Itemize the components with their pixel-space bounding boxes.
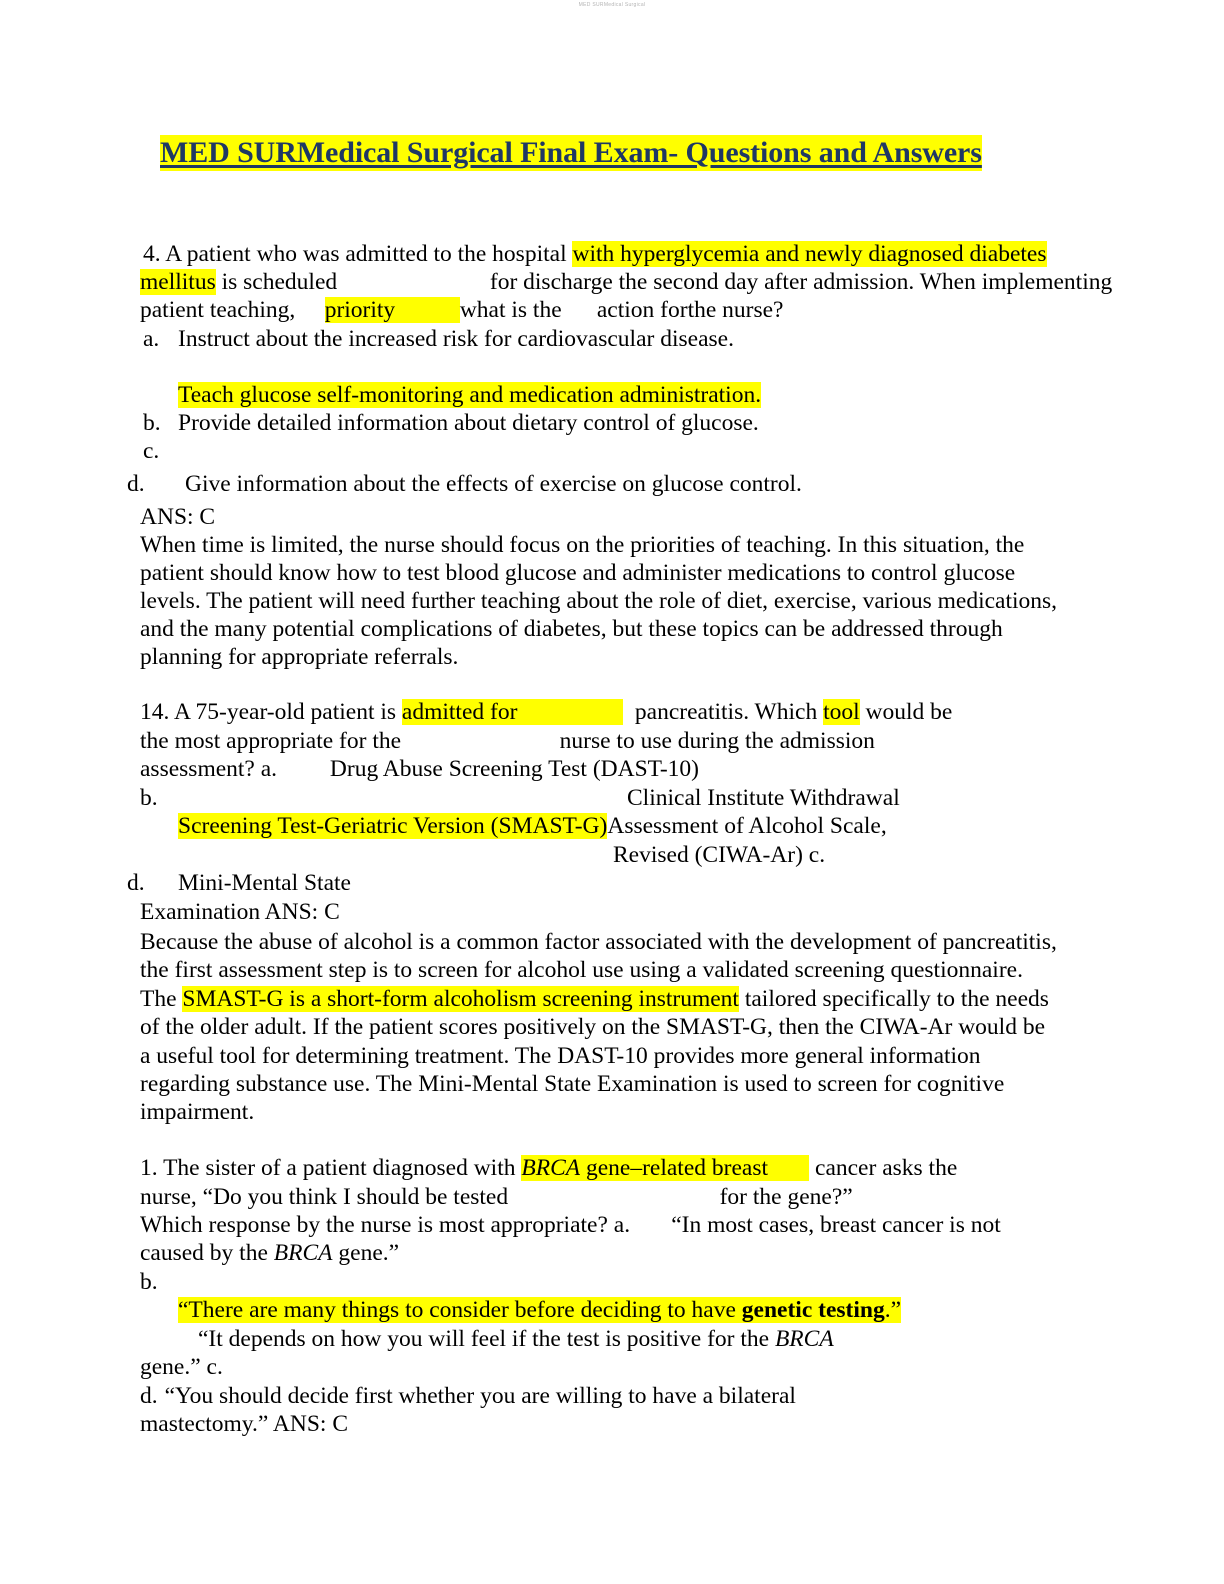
q1-stem-line-3 (140, 1211, 1001, 1239)
q4-stem-seg-5: patient teaching, (140, 297, 325, 323)
page-title (160, 136, 1040, 170)
rationale-text: of the older adult. If the patient scores positively on the SMAST-G, then the CIWA-Ar would be (140, 1014, 1046, 1040)
scan-header-artifact: MED SURMedical Surgical (578, 2, 646, 8)
q14-stem-seg-2-highlight: admitted for (401, 699, 624, 725)
option-text: Revised (CIWA-Ar) c. (613, 842, 826, 868)
q14-answer-key (140, 898, 340, 926)
rationale-text: planning for appropriate referrals. (140, 644, 459, 670)
q4-stem-line-3 (140, 296, 784, 324)
q1-option-d-line (140, 1382, 796, 1410)
q4-stem-line-1 (143, 240, 1047, 268)
q14-stem-line-1 (140, 698, 952, 726)
q14-rationale-line-6 (140, 1070, 1004, 1098)
q1-stem-line-1 (140, 1154, 957, 1182)
q1-stem-seg-4: cancer asks the (809, 1155, 958, 1181)
q14-stem-seg-1: 14. A 75-year-old patient is (140, 699, 402, 725)
answer-text: Examination ANS: C (140, 899, 340, 925)
option-letter: c. (143, 438, 160, 464)
q14-stem-line-2 (140, 727, 875, 755)
q4-stem-seg-6-highlight: priority (324, 297, 460, 323)
q4-option-b-text (178, 409, 759, 437)
option-text-highlight: “There are many things to consider before deciding to have (178, 1297, 742, 1323)
q14-rationale-line-3 (140, 985, 1049, 1013)
q1-stem-seg-3-highlight: gene–related breast (580, 1155, 810, 1181)
option-text-highlight: Screening Test-Geriatric Version (SMAST-G) (178, 813, 608, 839)
q1-stem-seg-7: gene.” (332, 1240, 400, 1266)
q14-option-d-letter (127, 869, 145, 897)
q1-stem-seg-1: 1. The sister of a patient diagnosed with (140, 1155, 522, 1181)
option-text: Provide detailed information about dietary control of glucose. (178, 410, 759, 436)
q4-rationale-line-5 (140, 643, 458, 671)
q14-rationale-line-2 (140, 956, 1023, 984)
q14-rationale-line-5 (140, 1042, 981, 1070)
q4-rationale-line-4 (140, 615, 1003, 643)
option-letter: b. (143, 410, 161, 436)
q1-stem-line-4 (140, 1239, 399, 1267)
rationale-text: Because the abuse of alcohol is a common factor associated with the development of pancreatitis, (140, 929, 1057, 955)
q14-stem-text: assessment? a. Drug Abuse Screening Test (DAST-10) (140, 756, 700, 782)
rationale-text: patient should know how to test blood glucose and administer medications to control glucose (140, 560, 1016, 586)
q1-option-c-continuation (140, 1353, 223, 1381)
option-letter: d. (127, 471, 145, 497)
q1-option-b-letter (140, 1268, 158, 1296)
rationale-highlight: SMAST-G is a short-form alcoholism screening instrument (182, 986, 739, 1012)
rationale-text: When time is limited, the nurse should focus on the priorities of teaching. In this situation, the (140, 532, 1025, 558)
answer-text: ANS: C (140, 504, 216, 530)
q4-option-d-letter (127, 470, 145, 498)
page-title-text: MED SURMedical Surgical Final Exam- Questions and Answers (160, 136, 982, 169)
option-letter: d. (127, 870, 145, 896)
q4-stem-line-2 (140, 268, 1112, 296)
option-text: Mini-Mental State (178, 870, 351, 896)
option-text-trailing: Assessment of Alcohol Scale, (607, 813, 887, 839)
option-text: Give information about the effects of exercise on glucose control. (185, 471, 802, 497)
q1-stem-text: nurse, “Do you think I should be tested for the gene?” (140, 1184, 853, 1210)
q4-rationale-line-1 (140, 531, 1024, 559)
q4-option-b-letter (143, 409, 161, 437)
option-text: “It depends on how you will feel if the test is positive for the (198, 1326, 775, 1352)
q1-stem-seg-6-italic: BRCA (273, 1240, 333, 1266)
q14-option-smastg-line (178, 812, 887, 840)
q1-stem-seg-5: caused by the (140, 1240, 274, 1266)
option-text-highlight: Teach glucose self-monitoring and medication administration. (178, 382, 762, 408)
rationale-text: the first assessment step is to screen for alcohol use using a validated screening questionnaire. (140, 957, 1023, 983)
q4-stem-seg-7: what is the action forthe nurse? (459, 297, 784, 323)
q14-option-ciwa-line (613, 841, 825, 869)
q4-option-c-letter (143, 437, 159, 465)
q4-stem-seg-4: is scheduled for discharge the second day after admission. When implementing (215, 269, 1113, 295)
q14-rationale-line-7 (140, 1098, 254, 1126)
q4-stem-seg-3-highlight: mellitus (140, 269, 216, 295)
q14-option-b-letter (140, 784, 158, 812)
rationale-text: impairment. (140, 1099, 255, 1125)
option-text-bold-highlight: genetic testing (741, 1297, 885, 1323)
option-letter: b. (140, 785, 158, 811)
rationale-prefix: The (140, 986, 183, 1012)
option-letter: b. (140, 1269, 158, 1295)
q14-stem-text: the most appropriate for the nurse to use during the admission (140, 728, 875, 754)
q4-stem-seg-1: 4. A patient who was admitted to the hospital (143, 241, 573, 267)
option-text: gene.” c. (140, 1354, 223, 1380)
q14-stem-line-3 (140, 755, 699, 783)
q4-option-d-text (185, 470, 802, 498)
q1-option-genetic-testing (178, 1296, 901, 1324)
q14-rationale-line-1 (140, 928, 1057, 956)
q4-rationale-line-3 (140, 587, 1057, 615)
q14-rationale-line-4 (140, 1013, 1045, 1041)
option-text: Instruct about the increased risk for cardiovascular disease. (178, 326, 734, 352)
option-text: “You should decide first whether you are willing to have a bilateral (164, 1383, 796, 1409)
q4-option-c-answer-text (178, 381, 761, 409)
rationale-text: levels. The patient will need further teaching about the role of diet, exercise, various medications, (140, 588, 1058, 614)
option-letter: d. (140, 1383, 158, 1409)
q1-answer-key-line (140, 1410, 348, 1438)
answer-text: mastectomy.” ANS: C (140, 1411, 349, 1437)
q1-stem-line-2 (140, 1183, 853, 1211)
q1-stem-text: Which response by the nurse is most appropriate? a. “In most cases, breast cancer is not (140, 1212, 1001, 1238)
q14-option-b-text (627, 784, 900, 812)
q14-option-d-text (178, 869, 351, 897)
q1-option-c-text (198, 1325, 834, 1353)
q4-stem-seg-2-highlight: with hyperglycemia and newly diagnosed diabetes (572, 241, 1047, 267)
option-letter: a. (143, 326, 160, 352)
q4-option-a-text (178, 325, 734, 353)
rationale-text: a useful tool for determining treatment. The DAST-10 provides more general information (140, 1043, 981, 1069)
option-text: Clinical Institute Withdrawal (627, 785, 900, 811)
option-text-italic: BRCA (774, 1326, 834, 1352)
q4-option-a-letter (143, 325, 159, 353)
rationale-suffix: tailored specifically to the needs (738, 986, 1049, 1012)
q14-stem-seg-4-highlight: tool (823, 699, 860, 725)
q14-stem-seg-5: would be (859, 699, 953, 725)
option-text-tail-highlight: .” (884, 1297, 902, 1323)
q14-stem-seg-3: pancreatitis. Which (623, 699, 824, 725)
q4-answer-key (140, 503, 215, 531)
rationale-text: regarding substance use. The Mini-Mental State Examination is used to screen for cognitive (140, 1071, 1005, 1097)
rationale-text: and the many potential complications of diabetes, but these topics can be addressed through (140, 616, 1003, 642)
q1-stem-seg-2-highlight-italic: BRCA (521, 1155, 581, 1181)
q4-rationale-line-2 (140, 559, 1015, 587)
